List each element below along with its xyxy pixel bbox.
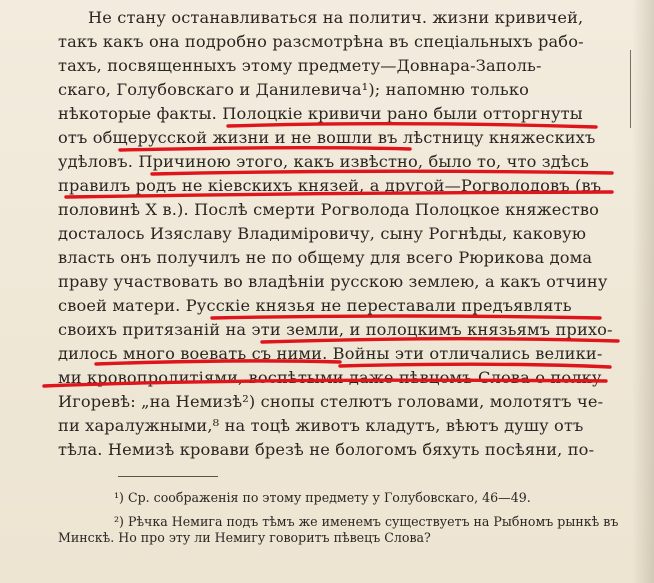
text-line: тѣла. Немизѣ кровави брезѣ не бологомъ бяхуть посѣяни, по- bbox=[58, 440, 595, 459]
text-line: Игоревѣ: „на Немизѣ²) снопы стелютъ головами, молотятъ че- bbox=[58, 392, 604, 411]
text-line: удѣловъ. Причиною этого, какъ извѣстно, было то, что здѣсь bbox=[58, 152, 589, 171]
text-line: праву участвовать во владѣніи русскою землею, а какъ отчину bbox=[58, 272, 608, 291]
text-line: досталось Изяславу Владиміровичу, сыну Рогнѣды, каковую bbox=[58, 224, 587, 243]
text-line: половинѣ X в.). Послѣ смерти Рогволода Полоцкое княжество bbox=[58, 200, 599, 219]
text-line: Не стану останавливаться на политич. жизни кривичей, bbox=[88, 8, 584, 27]
margin-pencil-mark bbox=[630, 50, 631, 128]
text-line: пи харалужными,⁸ на тоцѣ животъ кладутъ, вѣютъ душу отъ bbox=[58, 416, 584, 435]
footnote-2: ²) Рѣчка Немига подъ тѣмъ же именемъ существуетъ на Рыбномъ рынкѣ въ bbox=[114, 514, 619, 529]
text-line: дилось много воевать съ ними. Войны эти отличались велики- bbox=[58, 344, 603, 363]
text-line: правилъ родъ не кіевскихъ князей, а другой—Рогволодовъ (въ bbox=[58, 176, 602, 195]
text-line: ми кровопролитіями, воспѣтыми даже пѣвцомъ Слова о полку bbox=[58, 368, 602, 387]
footnote-1: ¹) Ср. соображенія по этому предмету у Голубовскаго, 46—49. bbox=[114, 490, 531, 505]
text-line: отъ общерусской жизни и не вошли въ лѣстницу княжескихъ bbox=[58, 128, 596, 147]
text-line: нѣкоторые факты. Полоцкіе кривичи рано были отторгнуты bbox=[58, 104, 583, 123]
text-line: своихъ притязаній на эти земли, и полоцкимъ князьямъ прихо- bbox=[58, 320, 613, 339]
text-line: скаго, Голубовскаго и Данилевича¹); напомню только bbox=[58, 80, 530, 99]
text-line: своей матери. Русскіе князья не переставали предъявлять bbox=[58, 296, 572, 315]
text-line: такъ какъ она подробно разсмотрѣна въ спеціальныхъ рабо- bbox=[58, 32, 584, 51]
footnote-divider bbox=[118, 476, 218, 477]
text-line: тахъ, посвященныхъ этому предмету—Довнара-Заполь- bbox=[58, 56, 542, 75]
text-line: власть онъ получилъ не по общему для всего Рюрикова дома bbox=[58, 248, 593, 267]
footnote-2-continuation: Минскѣ. Но про эту ли Немигу говоритъ пѣвецъ Слова? bbox=[58, 530, 431, 545]
